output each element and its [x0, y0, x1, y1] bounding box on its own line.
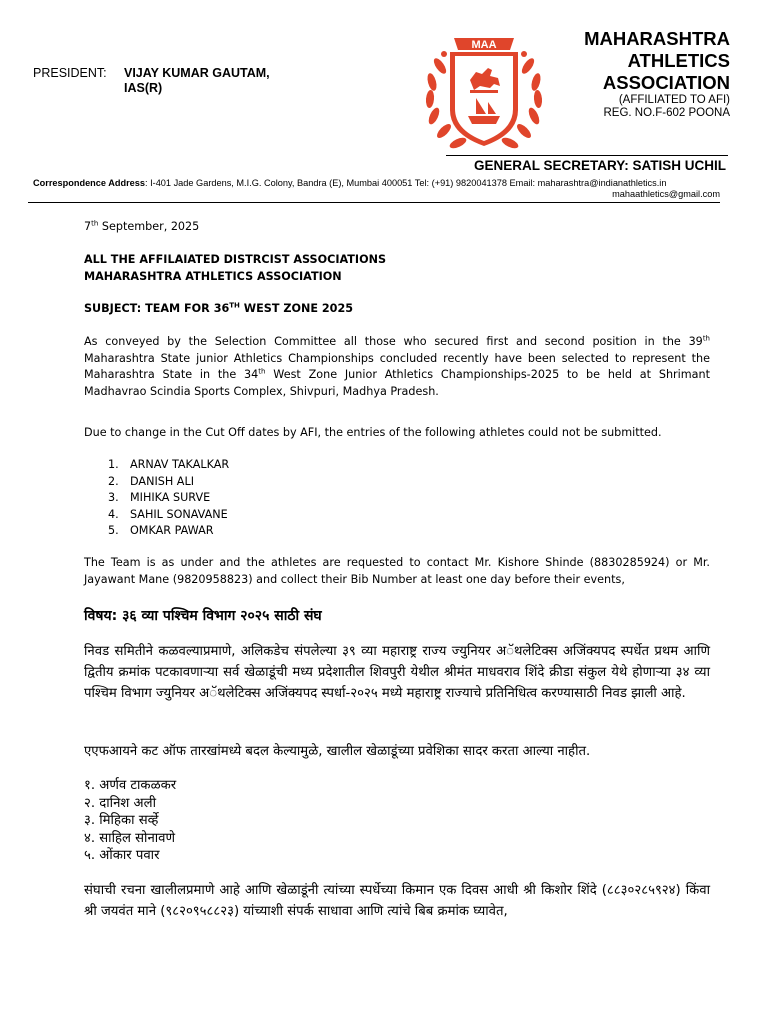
marathi-athlete-list: [84, 777, 176, 865]
president-name: [124, 66, 304, 96]
org-name-line1: MAHARASHTRA: [584, 28, 730, 49]
correspondence-address: [33, 177, 723, 189]
correspondence-text: : I-401 Jade Gardens, M.I.G. Colony, Bandra (E), Mumbai 400051 Tel: (+91) 9820041378 Email: maharashtra@indianathletics.in: [144, 178, 667, 188]
org-name-line3: ASSOCIATION: [602, 72, 730, 93]
marathi-paragraph-cutoff: एएफआयने कट ऑफ तारखांमध्ये बदल केल्यामुळे, खालील खेळाडूंच्या प्रवेशिका सादर करता आल्या नाहीत.: [84, 744, 591, 759]
marathi-paragraph-selection: निवड समितीने कळवल्याप्रमाणे, अलिकडेच संपलेल्या ३९ व्या महाराष्ट्र राज्य ज्युनियर अॅथलेटिक्स अजिंक्यपद स्पर्धेत प्रथम आणि द्वितीय क्रमांक पटकावणाऱ्या सर्व खेळाडूंची मध्य प्रदेशातील शिवपुरी येथील श्रीमंत माधवराव शिंदे क्रीडा संकुल येथे होणाऱ्या ३४ व्या पश्चिम विभाग ज्युनियर अॅथलेटिक्स अजिंक्यपद स्पर्धा-२०२५ मध्ये महाराष्ट्र राज्याचे प्रतिनिधित्व करण्यासाठी निवड झाली आहे.: [84, 644, 710, 701]
correspondence-label: Correspondence Address: [33, 178, 145, 188]
list-item: २. दानिश अली: [84, 795, 156, 811]
addressee: [84, 252, 710, 285]
association-logo: [418, 26, 550, 158]
marathi-subject: विषय: ३६ व्या पश्चिम विभाग २०२५ साठी संघ: [84, 608, 322, 624]
org-name-line2: ATHLETICS: [627, 50, 730, 71]
addressee-line2: MAHARASHTRA ATHLETICS ASSOCIATION: [84, 269, 342, 283]
paragraph-contact: The Team is as under and the athletes are requested to contact Mr. Kishore Shinde (8830285924) or Mr. Jayawant Mane (9820958823) and collect their Bib Number at least one day before their events,: [84, 556, 710, 586]
athlete-list: [108, 457, 408, 540]
general-secretary: GENERAL SECRETARY: SATISH UCHIL: [473, 158, 726, 173]
list-item: 3. MIHIKA SURVE: [108, 491, 211, 505]
president-label: PRESIDENT:: [33, 66, 107, 80]
affiliation-text: (AFFILIATED TO AFI): [618, 94, 730, 106]
paragraph-selection: As conveyed by the Selection Committee all those who secured first and second position in the 39th Maharashtra State junior Athletics Championships concluded recently have been selected to represent the Maharashtra State in the 34th West Zone Junior Athletics Championships-2025 to be held at Shrimant Madhavrao Scindia Sports Complex, Shivpuri, Madhya Pradesh.: [84, 334, 710, 398]
president-name-line2: IAS(R): [124, 81, 163, 95]
marathi-paragraph-contact: संघाची रचना खालीलप्रमाणे आहे आणि खेळाडूंनी त्यांच्या स्पर्धेच्या किमान एक दिवस आधी श्री किशोर शिंदे (८८३०२८५९२४) किंवा श्री जयवंत माने (९८२०९५८८२३) यांच्याशी संपर्क साधावा आणि त्यांचे बिब क्रमांक घ्यावेत,: [84, 883, 710, 919]
secondary-email: mahaathletics@gmail.com: [612, 189, 720, 199]
registration-number: REG. NO.F-602 POONA: [603, 107, 730, 119]
president-name-line1: VIJAY KUMAR GAUTAM,: [124, 66, 270, 80]
affiliation-block: [556, 94, 730, 120]
list-item: 5. OMKAR PAWAR: [108, 524, 214, 538]
list-item: ४. साहिल सोनावणे: [84, 830, 176, 846]
header-divider: [28, 202, 720, 203]
organization-name: [556, 28, 730, 94]
logo-text: MAA: [471, 39, 497, 51]
list-item: ३. मिहिका सर्व्हे: [84, 813, 159, 828]
addressee-line1: ALL THE AFFILAIATED DISTRCIST ASSOCIATIONS: [84, 253, 387, 266]
list-item: 4. SAHIL SONAVANE: [108, 507, 228, 521]
list-item: ५. ओंकार पवार: [84, 848, 160, 863]
letter-date: 7th September, 2025: [84, 219, 200, 233]
header-divider-short: [446, 155, 728, 156]
list-item: १. अर्णव टाकळकर: [84, 778, 177, 793]
paragraph-cutoff: Due to change in the Cut Off dates by AFI, the entries of the following athletes could not be submitted.: [84, 426, 662, 439]
list-item: 2. DANISH ALI: [108, 474, 194, 488]
list-item: 1. ARNAV TAKALKAR: [108, 458, 230, 471]
letter-subject: SUBJECT: TEAM FOR 36TH WEST ZONE 2025: [84, 301, 354, 315]
